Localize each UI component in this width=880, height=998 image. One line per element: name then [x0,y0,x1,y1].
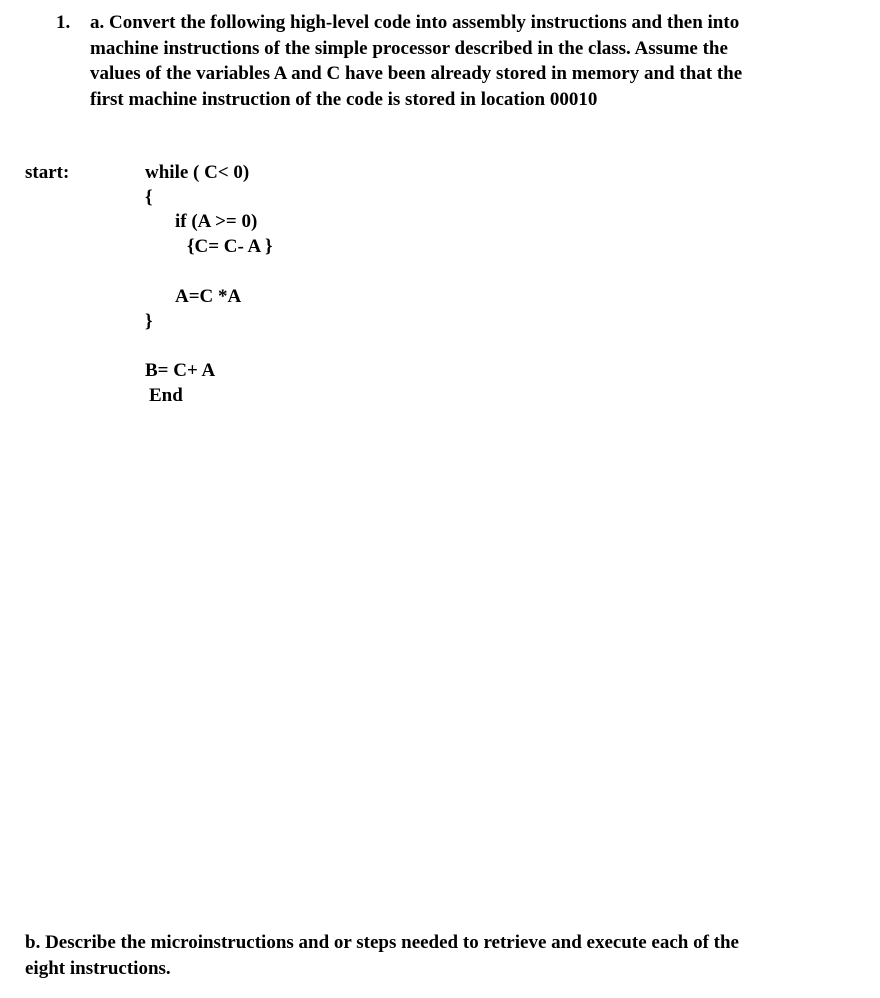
question-a-line: machine instructions of the simple processor described in the class. Assume the [90,37,728,59]
start-label: start: [25,162,70,183]
question-number: 1. [56,12,71,33]
assign-b-line: B= C+ A [145,360,216,381]
if-line: if (A >= 0) [175,211,258,232]
if-body: {C= C- A } [187,236,273,257]
question-a-line: first machine instruction of the code is stored in location 00010 [90,88,598,110]
while-line: while ( C< 0) [145,162,250,183]
question-b-line: eight instructions. [25,957,171,979]
question-b-text [25,930,865,981]
question-a-line: a. Convert the following high-level code into assembly instructions and then into [90,12,740,33]
question-a-text [90,10,850,112]
open-brace: { [145,187,153,208]
question-b-line: b. Describe the microinstructions and or steps needed to retrieve and execute each of the [25,932,739,953]
question-a-line: values of the variables A and C have been already stored in memory and that the [90,63,743,84]
end-line: End [149,385,183,406]
close-brace: } [145,311,153,332]
assign-a-line: A=C *A [175,286,242,307]
